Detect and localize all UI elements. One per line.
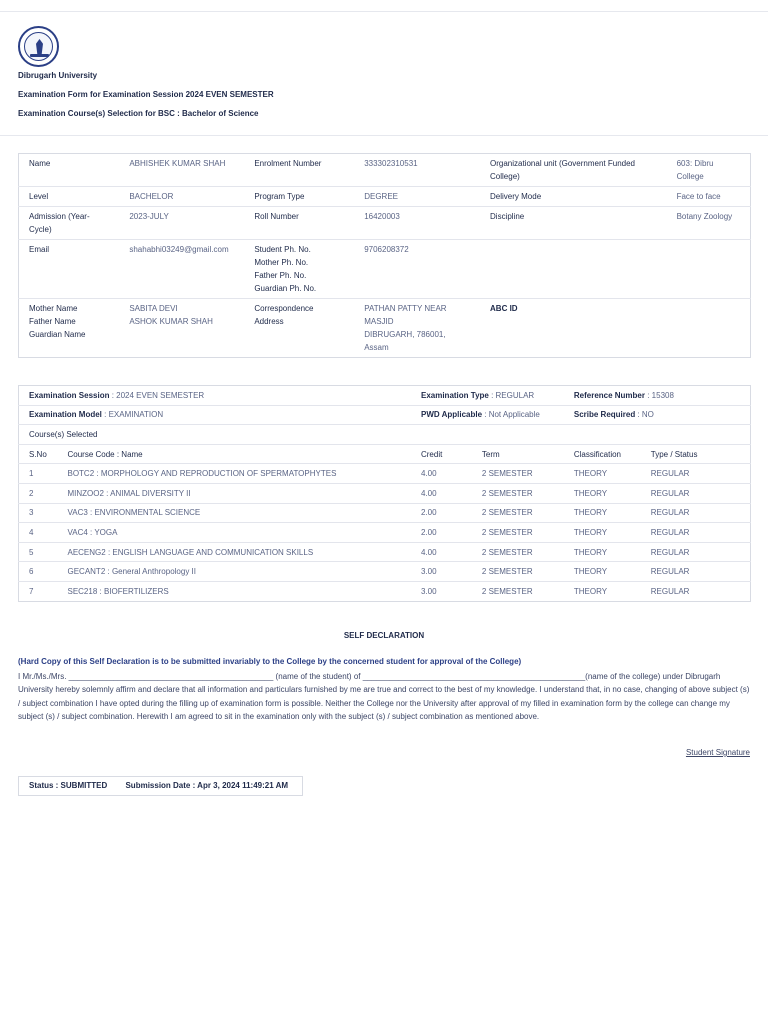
reference-value: 15308 (651, 390, 674, 400)
course-name: VAC4 : YOGA (57, 523, 411, 543)
course-sno: 3 (19, 503, 58, 523)
name-value: ABHISHEK KUMAR SHAH (129, 159, 226, 168)
course-credit: 2.00 (411, 503, 472, 523)
scribe-label: Scribe Required (573, 410, 636, 420)
course-classification: THEORY (564, 464, 641, 484)
enrolment-label: Enrolment Number (254, 159, 322, 168)
scribe-value: NO (641, 410, 654, 420)
course-term: 2 SEMESTER (472, 464, 564, 484)
table-row (19, 523, 751, 543)
course-status: REGULAR (641, 483, 751, 503)
course-credit: 2.00 (411, 523, 472, 543)
course-classification: THEORY (564, 523, 641, 543)
table-row (19, 542, 751, 562)
course-term: 2 SEMESTER (472, 503, 564, 523)
form-title: Examination Form for Examination Session 2024 EVEN SEMESTER (18, 90, 274, 99)
logo-base-shape (30, 54, 49, 57)
org-unit-label: Organizational unit (Government Funded College) (490, 159, 635, 181)
reference-label: Reference Number (573, 390, 645, 400)
exam-details-table (18, 385, 751, 602)
student-phone-value: 9706208372 (354, 240, 480, 299)
delivery-mode-value: Face to face (667, 187, 751, 207)
table-row (19, 483, 751, 503)
course-sno: 7 (19, 581, 58, 601)
course-selection-title: Examination Course(s) Selection for BSC : Bachelor of Science (18, 109, 259, 118)
info-row-family (19, 299, 751, 358)
course-sno: 2 (19, 483, 58, 503)
student-signature-link[interactable]: Student Signature (685, 748, 750, 757)
course-name: SEC218 : BIOFERTILIZERS (57, 581, 411, 601)
exam-type-value: REGULAR (495, 390, 535, 400)
pwd-value: Not Applicable (488, 410, 540, 420)
declaration-body: I Mr./Ms./Mrs. ______________________________________________ (name of the student) of __________________________________________________(name of the college) under Dibrugarh University hereby solemnly affirm and declare that all information and particulars furnished by me are true and correct to the best of my knowledge. I understand that, in no case, changing of above subject (s) / subject combination I have opted during the filling up of examination form is possible. Neither the College nor the University after approval of my filled in examination form by the college can change my subject (s) / subject combination. Herewith I am agreed to sit in the examination only with the subject (s) / subject combination as mentioned above. (18, 672, 750, 721)
course-classification: THEORY (564, 581, 641, 601)
program-type-value: DEGREE (354, 187, 480, 207)
model-label: Examination Model (29, 410, 102, 420)
address-line: PATHAN PATTY NEAR MASJID (364, 304, 447, 326)
org-unit-value: 603: Dibru College (676, 159, 714, 181)
university-logo (18, 26, 59, 67)
course-term: 2 SEMESTER (472, 483, 564, 503)
course-status: REGULAR (641, 581, 751, 601)
info-row-contact (19, 240, 751, 299)
col-credit: Credit (411, 444, 472, 464)
course-name: GECANT2 : General Anthropology II (57, 562, 411, 582)
col-type-status: Type / Status (641, 444, 751, 464)
courses-selected-row (19, 425, 751, 445)
submission-date: Submission Date : Apr 3, 2024 11:49:21 AM (125, 781, 289, 790)
phone-labels (244, 240, 354, 299)
info-row-name (19, 154, 751, 187)
course-sno: 4 (19, 523, 58, 543)
mother-phone-label: Mother Ph. No. (254, 258, 309, 267)
address-line: Assam (364, 343, 389, 352)
delivery-mode-label: Delivery Mode (480, 187, 667, 207)
course-term: 2 SEMESTER (472, 523, 564, 543)
submission-status-box (18, 776, 303, 796)
admission-label: Admission (Year-Cycle) (19, 207, 120, 240)
course-credit: 4.00 (411, 483, 472, 503)
courses-selected-label: Course(s) Selected (19, 425, 751, 445)
email-value: shahabhi03249@gmail.com (119, 240, 244, 299)
course-credit: 3.00 (411, 562, 472, 582)
logo-emblem (24, 32, 53, 61)
course-status: REGULAR (641, 523, 751, 543)
course-term: 2 SEMESTER (472, 542, 564, 562)
parent-labels (19, 299, 120, 358)
enrolment-value: 333302310531 (364, 159, 418, 168)
col-course: Course Code : Name (57, 444, 411, 464)
course-term: 2 SEMESTER (472, 581, 564, 601)
session-label: Examination Session (29, 390, 110, 400)
email-label: Email (19, 240, 120, 299)
status-badge: Status : SUBMITTED (29, 781, 108, 790)
mother-name-value: SABITA DEVI (129, 304, 178, 313)
mother-name-label: Mother Name (29, 304, 78, 313)
session-value: 2024 EVEN SEMESTER (116, 390, 205, 400)
top-divider (0, 11, 768, 12)
university-name: Dibrugarh University (18, 71, 98, 80)
exam-model-row: Examination Model : EXAMINATION PWD Applicable : Not Applicable Scribe Required : NO (19, 405, 751, 425)
header-divider (0, 135, 768, 136)
table-row (19, 581, 751, 601)
father-name-value: ASHOK KUMAR SHAH (129, 317, 213, 326)
father-phone-label: Father Ph. No. (254, 271, 307, 280)
roll-number-label: Roll Number (244, 207, 354, 240)
course-credit: 3.00 (411, 581, 472, 601)
course-status: REGULAR (641, 542, 751, 562)
address-line: DIBRUGARH, 786001, (364, 330, 446, 339)
table-row (19, 562, 751, 582)
course-classification: THEORY (564, 562, 641, 582)
col-term: Term (472, 444, 564, 464)
declaration-note: (Hard Copy of this Self Declaration is to be submitted invariably to the College by the concerned student for approval of the College) (18, 657, 522, 666)
exam-type-label: Examination Type (420, 390, 489, 400)
address-value (354, 299, 480, 358)
self-declaration-title: SELF DECLARATION (343, 631, 425, 640)
logo-tower-shape (36, 39, 43, 55)
discipline-value: Botany Zoology (667, 207, 751, 240)
roll-number-value: 16420003 (354, 207, 480, 240)
course-name: BOTC2 : MORPHOLOGY AND REPRODUCTION OF SPERMATOPHYTES (57, 464, 411, 484)
course-sno: 1 (19, 464, 58, 484)
course-status: REGULAR (641, 562, 751, 582)
course-classification: THEORY (564, 542, 641, 562)
program-type-label: Program Type (244, 187, 354, 207)
name-label: Name (29, 159, 51, 168)
exam-session-row: Examination Session : 2024 EVEN SEMESTER Examination Type : REGULAR Reference Number : 15308 (29, 390, 674, 400)
parent-values (119, 299, 244, 358)
course-classification: THEORY (564, 483, 641, 503)
info-row-level (19, 187, 751, 207)
course-name: MINZOO2 : ANIMAL DIVERSITY II (57, 483, 411, 503)
guardian-phone-label: Guardian Ph. No. (254, 284, 317, 293)
course-header-row (19, 444, 751, 464)
table-row (19, 503, 751, 523)
info-row-admission (19, 207, 751, 240)
level-value: BACHELOR (119, 187, 244, 207)
course-credit: 4.00 (411, 542, 472, 562)
student-info-table (18, 153, 751, 358)
pwd-label: PWD Applicable (420, 410, 483, 420)
discipline-label: Discipline (480, 207, 667, 240)
course-credit: 4.00 (411, 464, 472, 484)
student-phone-label: Student Ph. No. (254, 245, 311, 254)
table-row (19, 464, 751, 484)
level-label: Level (19, 187, 120, 207)
course-sno: 6 (19, 562, 58, 582)
abc-id-label: ABC ID (480, 299, 667, 358)
course-name: AECENG2 : ENGLISH LANGUAGE AND COMMUNICATION SKILLS (57, 542, 411, 562)
course-classification: THEORY (564, 503, 641, 523)
course-name: VAC3 : ENVIRONMENTAL SCIENCE (57, 503, 411, 523)
course-status: REGULAR (641, 464, 751, 484)
course-sno: 5 (19, 542, 58, 562)
address-label: Correspondence Address (244, 299, 354, 358)
father-name-label: Father Name (29, 317, 76, 326)
course-term: 2 SEMESTER (472, 562, 564, 582)
admission-value: 2023-JULY (119, 207, 244, 240)
model-value: EXAMINATION (108, 410, 164, 420)
col-classification: Classification (564, 444, 641, 464)
col-sno: S.No (19, 444, 58, 464)
guardian-name-label: Guardian Name (29, 330, 86, 339)
course-status: REGULAR (641, 503, 751, 523)
